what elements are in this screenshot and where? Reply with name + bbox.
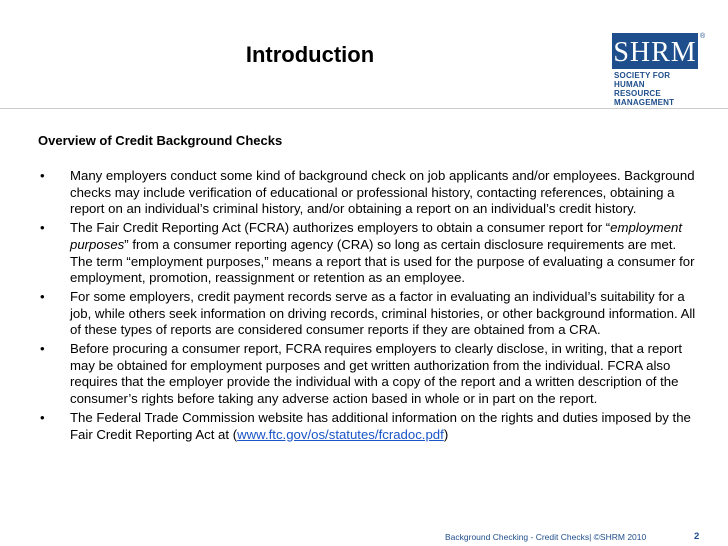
logo-caption-line1: SOCIETY FOR HUMAN xyxy=(614,71,671,89)
list-item-text: For some employers, credit payment records serve as a factor in evaluating an individual’s suitability for a job, while others seek information on driving records, criminal histories, or other background information. All of these types of reports are considered consumer reports if they are obtained from a CRA. xyxy=(70,288,696,338)
bullet-marker: • xyxy=(40,288,45,304)
logo-letters: SHRM xyxy=(613,37,697,68)
list-item xyxy=(38,341,698,408)
logo-registered-mark: ® xyxy=(700,33,706,40)
section-heading: Overview of Credit Background Checks xyxy=(38,133,283,148)
bullet-marker: • xyxy=(40,168,45,183)
ftc-link[interactable]: www.ftc.gov/os/statutes/fcradoc.pdf xyxy=(237,426,444,442)
list-item-text-pre: The Federal Trade Commission website has additional information on the rights and duties imposed by the Fair Credit Reporting Act at ( xyxy=(70,409,691,442)
bullet-marker: • xyxy=(40,220,45,236)
list-item-text-post: ” from a consumer reporting agency (CRA) so long as certain disclosure requirements are met. The term “employment purposes,” means a report that is used for the purpose of evaluating a consumer for employment, promotion, reassignment or retention as an employee. xyxy=(70,236,695,286)
list-item-text-post: ) xyxy=(443,426,449,442)
footer-caption: Background Checking - Credit Checks| ©SHRM 2010 xyxy=(445,532,647,542)
shrm-logo-icon xyxy=(612,33,698,69)
list-item-text: Many employers conduct some kind of background check on job applicants and/or employees. Background checks may include verification of educational or professional history, contacting references, obtaining a report on an individual’s criminal history, and/or obtaining a report on an individual’s credit history. xyxy=(70,168,695,217)
bullet-list xyxy=(38,168,698,445)
header-divider xyxy=(0,108,728,109)
list-item xyxy=(38,289,698,339)
list-item xyxy=(38,168,698,218)
page-number: 2 xyxy=(694,531,700,542)
list-item-text: Before procuring a consumer report, FCRA requires employers to clearly disclose, in writing, that a report may be obtained for employment purposes and get written authorization from the individual. FCRA also requires that the employer provide the individual with a copy of the report and a written description of the consumer’s rights before taking any adverse action based in whole or in part on the report. xyxy=(70,341,683,407)
shrm-logo xyxy=(612,33,706,107)
list-item-text-pre: The Fair Credit Reporting Act (FCRA) authorizes employers to obtain a consumer report for “ xyxy=(70,220,611,236)
list-item-emphasis: employment purposes xyxy=(70,220,683,252)
bullet-marker: • xyxy=(40,341,45,357)
logo-caption-line2: RESOURCE MANAGEMENT xyxy=(614,89,675,107)
bullet-marker: • xyxy=(40,409,45,425)
slide-title: Introduction xyxy=(245,42,375,67)
list-item xyxy=(38,220,698,287)
logo-caption xyxy=(614,71,698,107)
list-item xyxy=(38,410,698,443)
